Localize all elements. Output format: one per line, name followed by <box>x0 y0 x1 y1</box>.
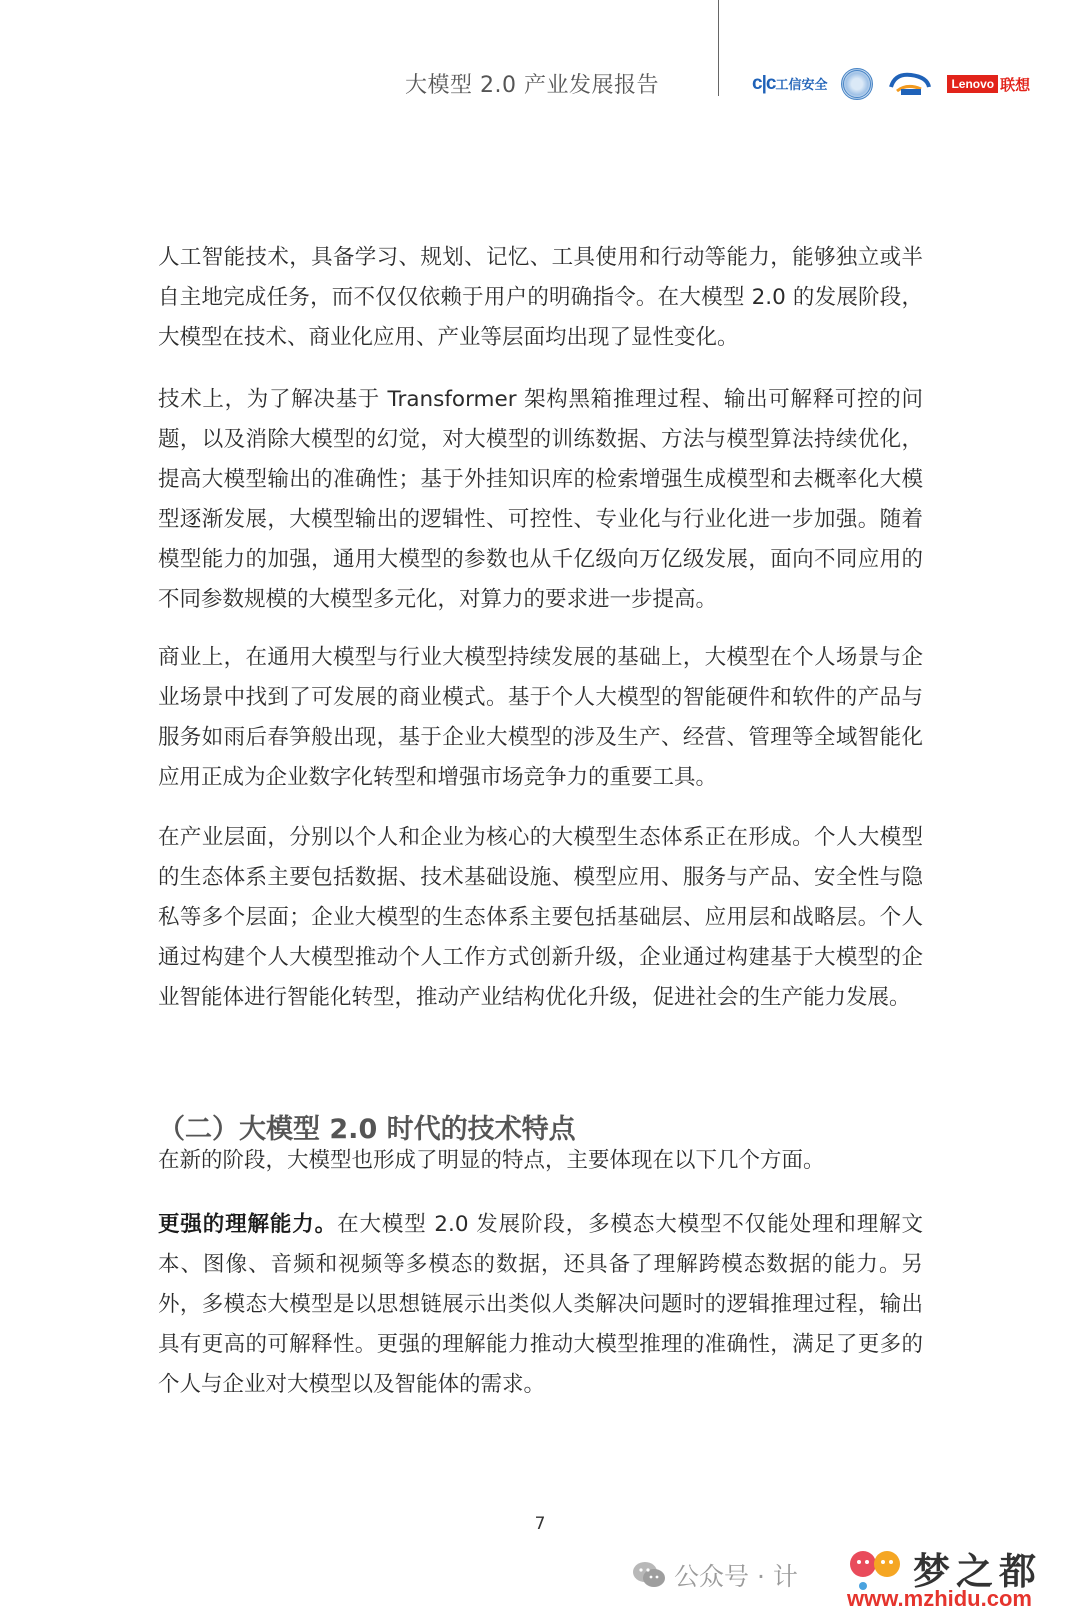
feature-body: 在大模型 2.0 发展阶段，多模态大模型不仅能处理和理解文本、图像、音频和视频等多模态的数据，还具备了理解跨模态数据的能力。另外，多模态大模型是以思想链展示出类似人类解决问题时的逻辑推理过程，输出具有更高的可解释性。更强的理解能力推动大模型推理的准确性，满足了更多的个人与企业对大模型以及智能体的需求。 <box>158 1212 923 1397</box>
seal-logo <box>841 68 873 100</box>
page-number: 7 <box>534 1514 546 1534</box>
wechat-icon <box>632 1560 666 1590</box>
site-url: www.mzhidu.com <box>847 1586 1032 1611</box>
page-header <box>0 0 1080 100</box>
ctc-logo-mark: c|c <box>752 73 776 94</box>
feature-lead: 更强的理解能力。 <box>158 1212 338 1237</box>
section-intro: 在新的阶段，大模型也形成了明显的特点，主要体现在以下几个方面。 <box>158 1148 825 1173</box>
brand-name: 梦之都 <box>913 1550 1042 1593</box>
lenovo-logo-cn: 联想 <box>1000 75 1031 94</box>
wechat-watermark <box>632 1557 798 1593</box>
ctc-logo <box>752 73 827 95</box>
wechat-text: 公众号 · 计 <box>674 1562 798 1591</box>
header-divider <box>718 0 719 96</box>
ctc-logo-text: 工信安全 <box>775 77 828 92</box>
feature-paragraph <box>158 1205 923 1405</box>
mascot-icon <box>847 1546 907 1590</box>
watermark <box>632 1535 1080 1620</box>
paragraph-industry: 在产业层面，分别以个人和企业为核心的大模型生态体系正在形成。个人大模型的生态体系主要包括数据、技术基础设施、模型应用、服务与产品、安全性与隐私等多个层面；企业大模型的生态体系主要包括基础层、应用层和战略层。个人通过构建个人大模型推动个人工作方式创新升级，企业通过构建基于大模型的企业智能体进行智能化转型，推动产业结构优化升级，促进社会的生产能力发展。 <box>158 825 923 1010</box>
partner-logos <box>752 66 1030 102</box>
swirl-logo-graphic <box>887 69 933 99</box>
lenovo-logo-box: Lenovo <box>947 75 998 93</box>
paragraph-technology: 技术上，为了解决基于 Transformer 架构黑箱推理过程、输出可解释可控的问题，以及消除大模型的幻觉，对大模型的训练数据、方法与模型算法持续优化，提高大模型输出的准确性；基于外挂知识库的检索增强生成模型和去概率化大模型逐渐发展，大模型输出的逻辑性、可控性、专业化与行业化进一步加强。随着模型能力的加强，通用大模型的参数也从千亿级向万亿级发展，面向不同应用的不同参数规模的大模型多元化，对算力的要求进一步提高。 <box>158 387 923 612</box>
paragraph-intro: 人工智能技术，具备学习、规划、记忆、工具使用和行动等能力，能够独立或半自主地完成任务，而不仅仅依赖于用户的明确指令。在大模型 2.0 的发展阶段，大模型在技术、商业化应用、产业等层面均出现了显性变化。 <box>158 245 923 350</box>
section-heading: （二）大模型 2.0 时代的技术特点 <box>158 1114 576 1145</box>
paragraph-business: 商业上，在通用大模型与行业大模型持续发展的基础上，大模型在个人场景与企业场景中找到了可发展的商业模式。基于个人大模型的智能硬件和软件的产品与服务如雨后春笋般出现，基于企业大模型的涉及生产、经营、管理等全域智能化应用正成为企业数字化转型和增强市场竞争力的重要工具。 <box>158 645 923 790</box>
lenovo-logo <box>947 74 1030 95</box>
swirl-logo <box>887 69 933 99</box>
report-title: 大模型 2.0 产业发展报告 <box>405 73 659 98</box>
